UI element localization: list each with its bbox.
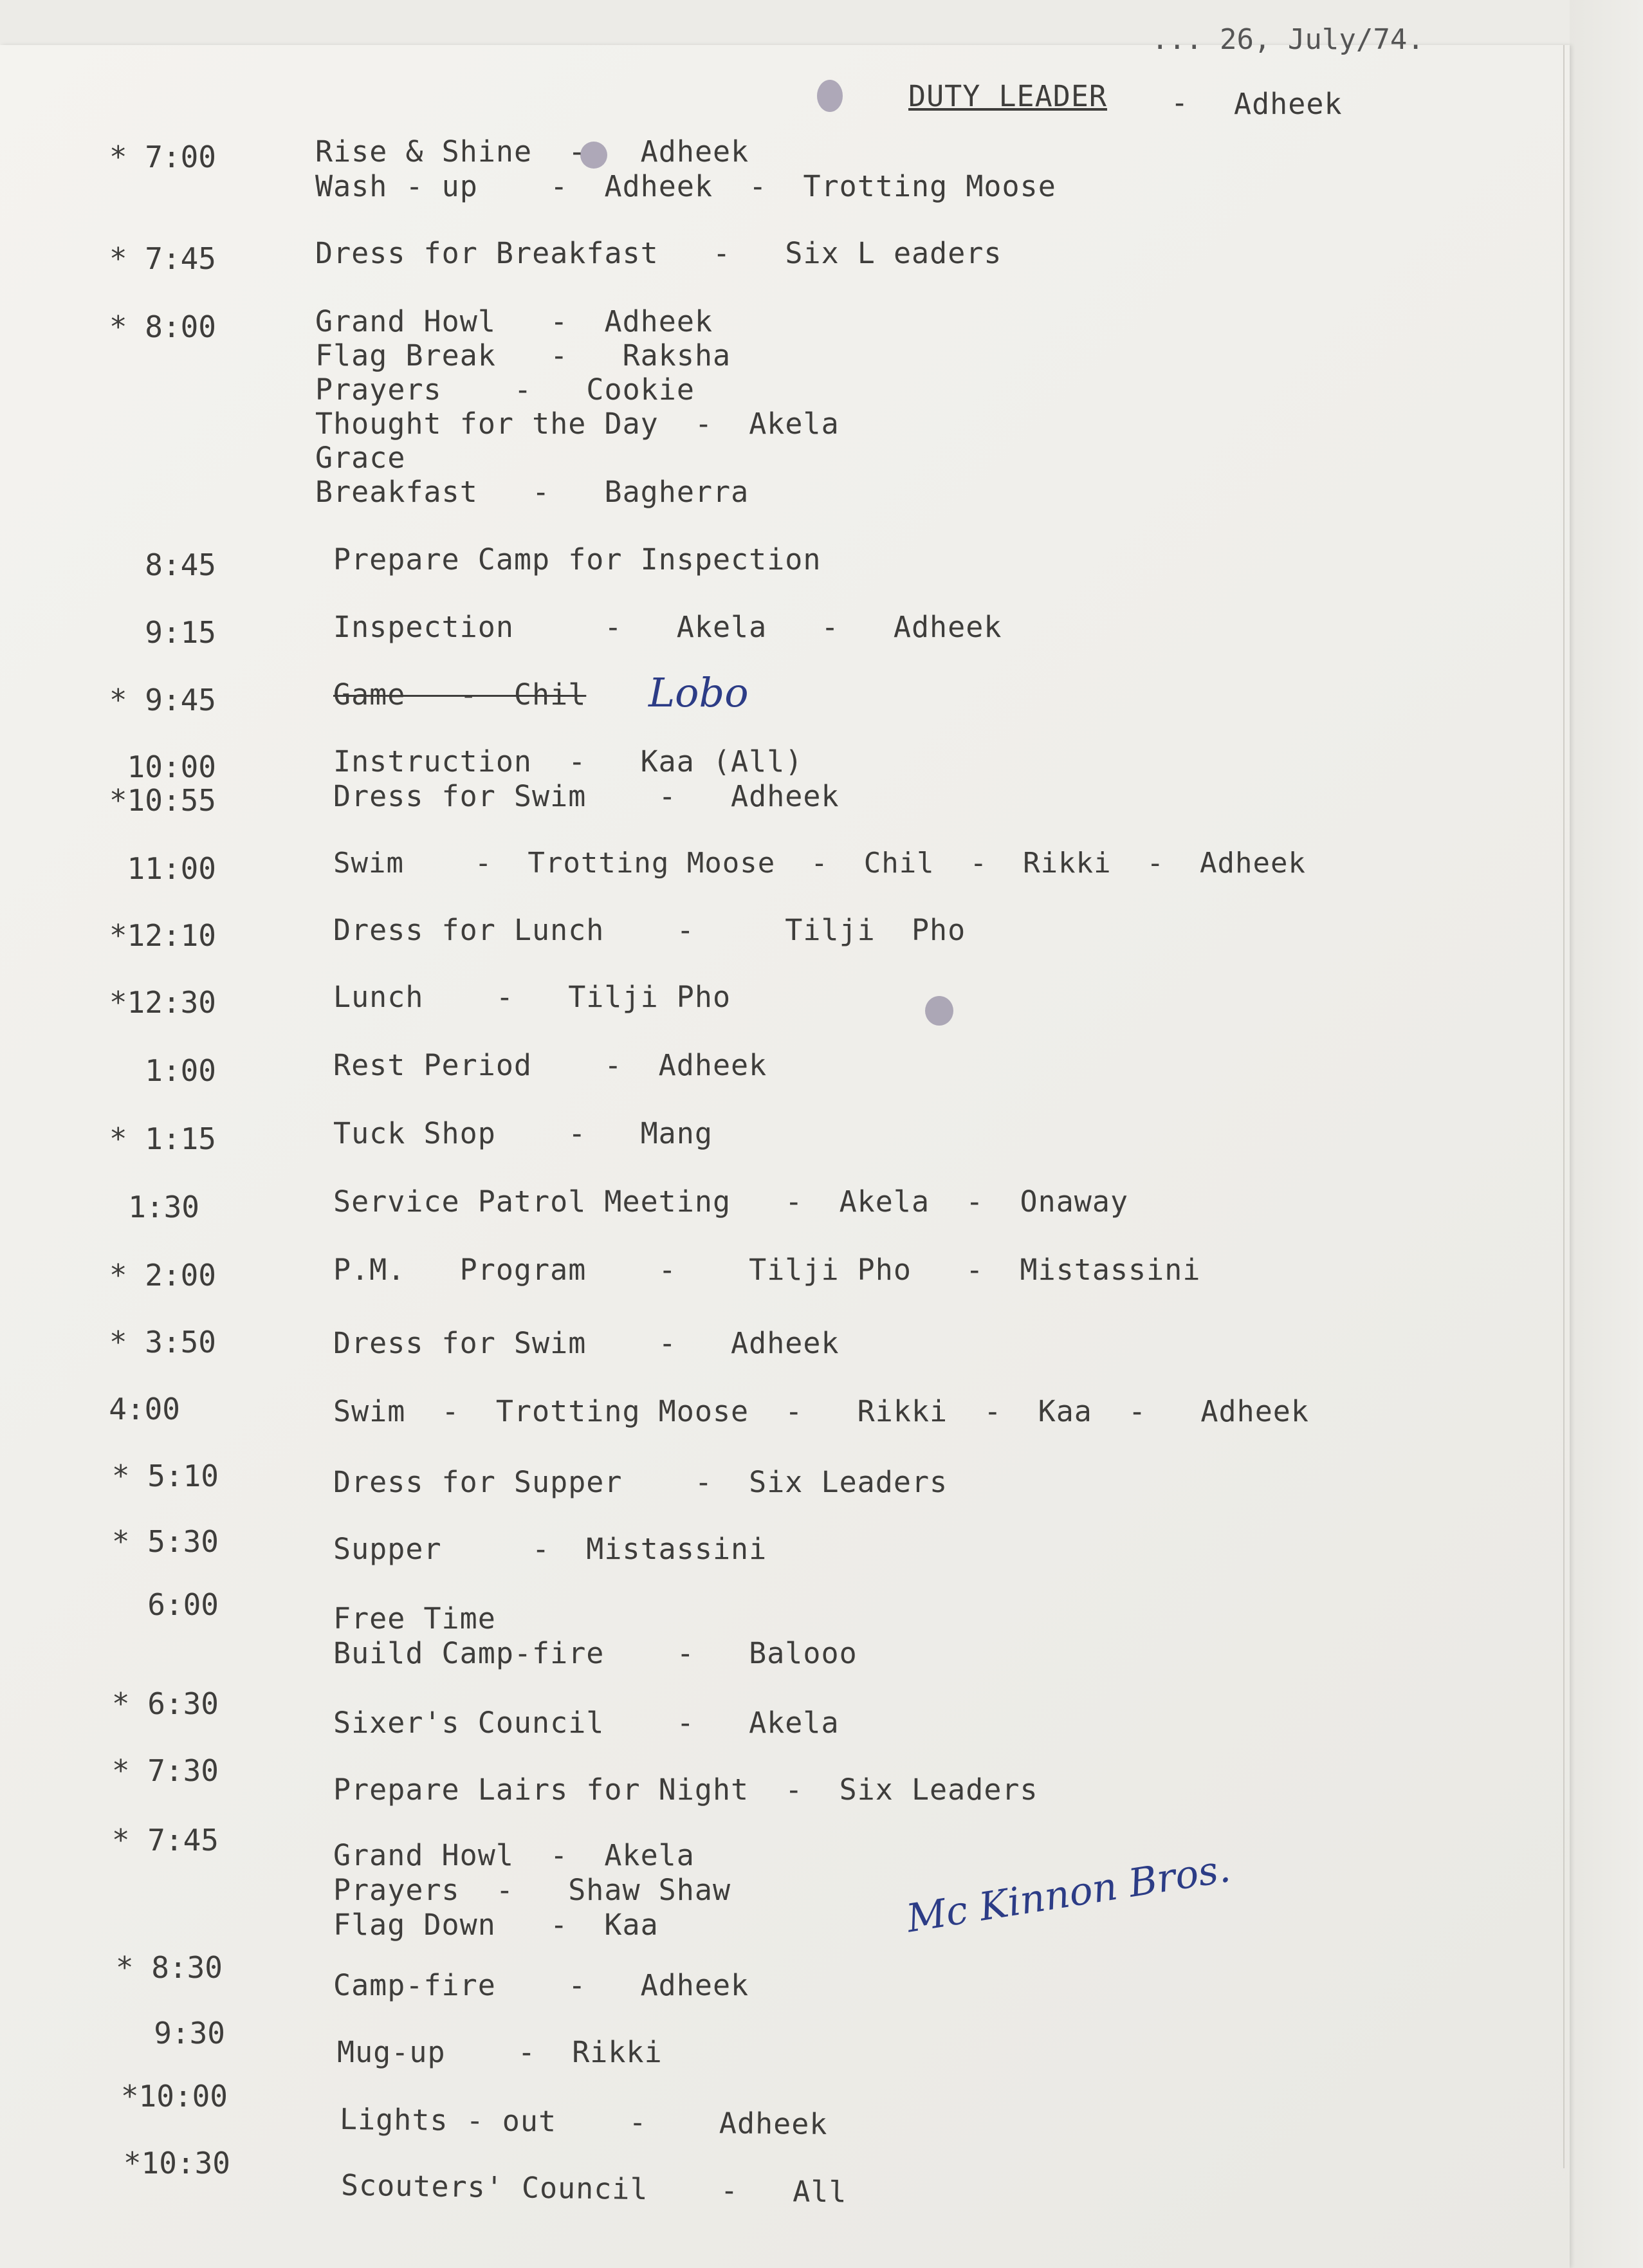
time-3-50: * 3:50: [109, 1325, 216, 1360]
time-11-00: 11:00: [127, 851, 216, 886]
schedule-line: Prayers - Cookie: [315, 373, 695, 407]
time-8-30: * 8:30: [115, 1950, 223, 1985]
schedule-line: Prayers - Shaw Shaw: [333, 1873, 731, 1907]
time-7-30: * 7:30: [111, 1753, 219, 1788]
schedule-line: Instruction - Kaa (All): [333, 744, 803, 779]
schedule-line: Swim - Trotting Moose - Rikki - Kaa - Adheek: [333, 1394, 1309, 1428]
time-5-30: * 5:30: [111, 1524, 219, 1559]
schedule-line: Lights - out - Adheek: [339, 2102, 828, 2141]
handwritten-margin-note: Mc Kinnon Bros.: [903, 1845, 1234, 1942]
time-9-15: 9:15: [145, 615, 216, 650]
time-1-15: * 1:15: [109, 1121, 216, 1156]
schedule-line: Prepare Camp for Inspection: [333, 542, 822, 576]
time-7-45-pm: * 7:45: [111, 1823, 219, 1858]
schedule-line: Tuck Shop - Mang: [333, 1116, 713, 1150]
time-4-00: 4:00: [109, 1392, 180, 1426]
game-activity: Game - Chil: [333, 678, 587, 712]
schedule-line: Sixer's Council - Akela: [333, 1706, 840, 1740]
schedule-line: Lunch - Tilji Pho: [333, 980, 731, 1014]
schedule-line: Swim - Trotting Moose - Chil - Rikki - Adheek: [333, 847, 1306, 880]
schedule-line: Build Camp-fire - Balooo: [333, 1636, 858, 1670]
time-9-45: * 9:45: [109, 683, 216, 717]
schedule-line: Thought for the Day - Akela: [315, 407, 840, 441]
time-2-00: * 2:00: [109, 1258, 216, 1293]
time-12-30: *12:30: [109, 985, 216, 1020]
schedule-line: Supper - Mistassini: [333, 1532, 767, 1566]
paper-sheet: [0, 45, 1570, 2268]
time-5-10: * 5:10: [111, 1459, 219, 1493]
schedule-line: Rise & Shine - Adheek: [315, 134, 749, 169]
schedule-line: Dress for Lunch - Tilji Pho: [333, 913, 966, 947]
time-10-55: *10:55: [109, 783, 216, 818]
schedule-line-game: [333, 678, 586, 712]
schedule-line: Mug-up - Rikki: [337, 2035, 663, 2069]
schedule-line: Flag Break - Raksha: [315, 338, 731, 373]
time-8-45: 8:45: [145, 548, 216, 582]
ink-smudge: [817, 80, 843, 112]
time-10-00: 10:00: [127, 750, 216, 784]
duty-leader-label: DUTY LEADER: [908, 79, 1108, 113]
time-6-00: 6:00: [147, 1587, 219, 1622]
schedule-line: Grace: [315, 441, 406, 475]
header-date: ... 26, July/74.: [1152, 23, 1424, 56]
sheet-edge: [1563, 45, 1565, 2168]
schedule-line: Dress for Swim - Adheek: [333, 779, 840, 813]
time-9-30: 9:30: [154, 2016, 225, 2051]
schedule-line: Inspection - Akela - Adheek: [333, 610, 1002, 644]
schedule-line: Camp-fire - Adheek: [333, 1968, 749, 2002]
ink-smudge: [925, 996, 953, 1026]
time-6-30: * 6:30: [111, 1686, 219, 1721]
time-10-00-pm: *10:00: [120, 2079, 228, 2114]
schedule-line: Dress for Breakfast - Six L eaders: [315, 236, 1002, 270]
schedule-line: Scouters' Council - All: [340, 2168, 847, 2209]
backdrop-right: [1570, 0, 1643, 2268]
schedule-line: Dress for Supper - Six Leaders: [333, 1465, 948, 1499]
header-separator: -: [1171, 86, 1189, 120]
header-leader: Adheek: [1234, 87, 1343, 121]
schedule-line: P.M. Program - Tilji Pho - Mistassini: [333, 1253, 1201, 1287]
schedule-line: Service Patrol Meeting - Akela - Onaway: [333, 1185, 1129, 1219]
schedule-line: Breakfast - Bagherra: [315, 475, 749, 509]
header-label: [908, 80, 1107, 113]
schedule-line: Wash - up - Adheek - Trotting Moose: [315, 169, 1056, 203]
schedule-line: Prepare Lairs for Night - Six Leaders: [333, 1773, 1038, 1807]
schedule-line: Grand Howl - Akela: [333, 1838, 695, 1872]
time-1-30: 1:30: [128, 1190, 199, 1224]
schedule-line: Rest Period - Adheek: [333, 1048, 767, 1082]
handwritten-lobo: Lobo: [648, 669, 749, 716]
time-10-30-pm: *10:30: [123, 2146, 230, 2180]
time-8-00: * 8:00: [109, 309, 216, 344]
time-1-00: 1:00: [145, 1053, 216, 1088]
time-7-00: * 7:00: [109, 140, 216, 174]
time-7-45: * 7:45: [109, 241, 216, 276]
schedule-line: Grand Howl - Adheek: [315, 304, 713, 338]
schedule-line: Free Time: [333, 1601, 496, 1636]
schedule-line: Dress for Swim - Adheek: [333, 1326, 840, 1360]
time-12-10: *12:10: [109, 918, 216, 953]
schedule-line: Flag Down - Kaa: [333, 1908, 659, 1942]
